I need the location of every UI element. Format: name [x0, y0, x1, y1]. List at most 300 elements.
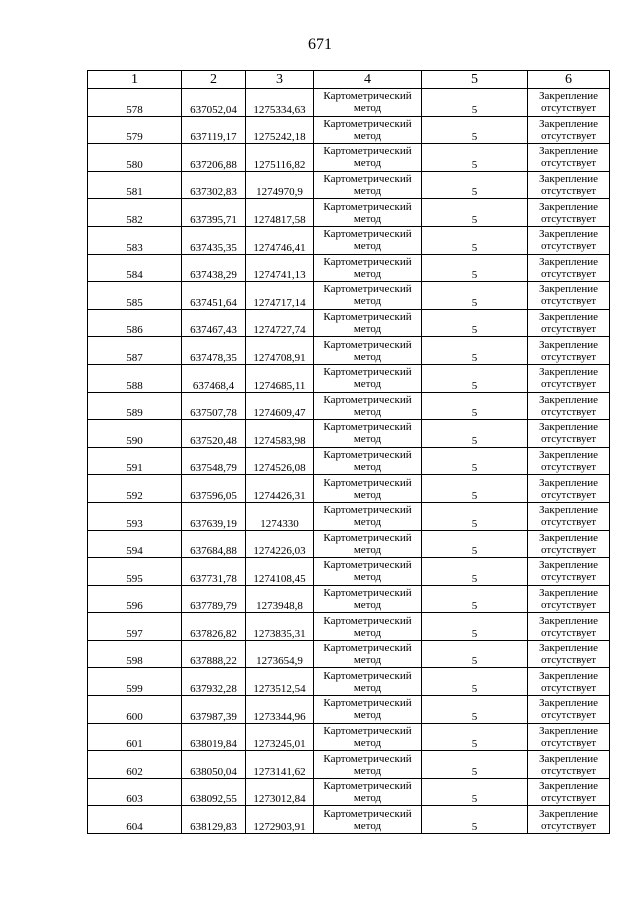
table-row	[88, 337, 610, 365]
table-row	[88, 640, 610, 668]
fixation-text: отсутствует	[540, 212, 597, 225]
y-coordinate-cell: 1274426,31	[246, 475, 314, 503]
precision-cell: 5	[422, 226, 528, 254]
precision-cell: 5	[422, 144, 528, 172]
fixation-text: Закрепление	[538, 752, 599, 765]
table-row	[88, 723, 610, 751]
fixation-text: Закрепление	[538, 476, 599, 489]
precision-cell: 5	[422, 640, 528, 668]
fixation-cell	[528, 254, 610, 282]
method-cell	[314, 282, 422, 310]
table-row	[88, 89, 610, 117]
precision-cell: 5	[422, 778, 528, 806]
table-row	[88, 696, 610, 724]
point-number-cell: 590	[88, 420, 182, 448]
method-cell	[314, 144, 422, 172]
y-coordinate-cell: 1274526,08	[246, 447, 314, 475]
method-text: метод	[353, 571, 382, 584]
method-cell	[314, 392, 422, 420]
y-coordinate-cell: 1275116,82	[246, 144, 314, 172]
point-number-cell: 599	[88, 668, 182, 696]
point-number-cell: 600	[88, 696, 182, 724]
precision-cell: 5	[422, 171, 528, 199]
fixation-text: отсутствует	[540, 240, 597, 253]
method-text: Картометрический	[323, 421, 412, 434]
fixation-text: отсутствует	[540, 102, 597, 115]
fixation-cell	[528, 447, 610, 475]
fixation-text: отсутствует	[540, 626, 597, 639]
method-text: Картометрический	[323, 338, 412, 351]
y-coordinate-cell: 1274609,47	[246, 392, 314, 420]
precision-cell: 5	[422, 337, 528, 365]
fixation-cell	[528, 420, 610, 448]
fixation-text: Закрепление	[538, 614, 599, 627]
x-coordinate-cell: 637520,48	[182, 420, 246, 448]
y-coordinate-cell: 1272903,91	[246, 806, 314, 834]
x-coordinate-cell: 637206,88	[182, 144, 246, 172]
method-text: метод	[353, 378, 382, 391]
method-text: Картометрический	[323, 669, 412, 682]
method-cell	[314, 420, 422, 448]
fixation-cell	[528, 364, 610, 392]
table-row	[88, 502, 610, 530]
y-coordinate-cell: 1275334,63	[246, 89, 314, 117]
y-coordinate-cell: 1273245,01	[246, 723, 314, 751]
fixation-text: отсутствует	[540, 598, 597, 611]
method-cell	[314, 254, 422, 282]
x-coordinate-cell: 637451,64	[182, 282, 246, 310]
method-cell	[314, 558, 422, 586]
fixation-text: отсутствует	[540, 571, 597, 584]
point-number-cell: 602	[88, 751, 182, 779]
fixation-text: Закрепление	[538, 421, 599, 434]
x-coordinate-cell: 638019,84	[182, 723, 246, 751]
point-number-cell: 588	[88, 364, 182, 392]
point-number-cell: 582	[88, 199, 182, 227]
point-number-cell: 585	[88, 282, 182, 310]
y-coordinate-cell: 1273012,84	[246, 778, 314, 806]
method-text: метод	[353, 598, 382, 611]
point-number-cell: 604	[88, 806, 182, 834]
x-coordinate-cell: 637467,43	[182, 309, 246, 337]
precision-cell: 5	[422, 585, 528, 613]
table-row	[88, 558, 610, 586]
fixation-cell	[528, 226, 610, 254]
fixation-text: отсутствует	[540, 654, 597, 667]
method-cell	[314, 696, 422, 724]
method-text: метод	[353, 129, 382, 142]
fixation-text: отсутствует	[540, 350, 597, 363]
precision-cell: 5	[422, 420, 528, 448]
column-header: 2	[182, 71, 246, 89]
method-text: Картометрический	[323, 531, 412, 544]
table-row	[88, 199, 610, 227]
method-text: Картометрический	[323, 90, 412, 103]
table-row	[88, 144, 610, 172]
table-row	[88, 282, 610, 310]
fixation-cell	[528, 613, 610, 641]
table-row	[88, 668, 610, 696]
y-coordinate-cell: 1273835,31	[246, 613, 314, 641]
fixation-text: отсутствует	[540, 295, 597, 308]
method-text: Картометрический	[323, 200, 412, 213]
table-header-row	[88, 71, 610, 89]
fixation-cell	[528, 530, 610, 558]
x-coordinate-cell: 637987,39	[182, 696, 246, 724]
fixation-cell	[528, 475, 610, 503]
precision-cell: 5	[422, 530, 528, 558]
method-text: метод	[353, 764, 382, 777]
fixation-text: отсутствует	[540, 516, 597, 529]
method-cell	[314, 530, 422, 558]
y-coordinate-cell: 1273948,8	[246, 585, 314, 613]
point-number-cell: 589	[88, 392, 182, 420]
fixation-cell	[528, 502, 610, 530]
fixation-text: Закрепление	[538, 117, 599, 130]
method-text: метод	[353, 267, 382, 280]
method-text: метод	[353, 323, 382, 336]
point-number-cell: 581	[88, 171, 182, 199]
method-text: метод	[353, 792, 382, 805]
fixation-cell	[528, 696, 610, 724]
precision-cell: 5	[422, 254, 528, 282]
method-text: метод	[353, 157, 382, 170]
x-coordinate-cell: 637684,88	[182, 530, 246, 558]
fixation-text: Закрепление	[538, 366, 599, 379]
fixation-text: Закрепление	[538, 642, 599, 655]
point-number-cell: 591	[88, 447, 182, 475]
y-coordinate-cell: 1274817,58	[246, 199, 314, 227]
method-text: метод	[353, 295, 382, 308]
point-number-cell: 580	[88, 144, 182, 172]
fixation-text: отсутствует	[540, 185, 597, 198]
column-header: 3	[246, 71, 314, 89]
x-coordinate-cell: 638092,55	[182, 778, 246, 806]
method-cell	[314, 475, 422, 503]
fixation-text: Закрепление	[538, 283, 599, 296]
method-text: метод	[353, 543, 382, 556]
table-row	[88, 585, 610, 613]
point-number-cell: 584	[88, 254, 182, 282]
x-coordinate-cell: 637478,35	[182, 337, 246, 365]
method-text: метод	[353, 516, 382, 529]
fixation-cell	[528, 778, 610, 806]
method-text: Картометрический	[323, 697, 412, 710]
method-text: метод	[353, 488, 382, 501]
fixation-text: Закрепление	[538, 255, 599, 268]
fixation-text: отсутствует	[540, 267, 597, 280]
y-coordinate-cell: 1274727,74	[246, 309, 314, 337]
method-text: Картометрический	[323, 255, 412, 268]
fixation-text: отсутствует	[540, 323, 597, 336]
fixation-text: Закрепление	[538, 807, 599, 820]
y-coordinate-cell: 1274583,98	[246, 420, 314, 448]
point-number-cell: 595	[88, 558, 182, 586]
method-text: метод	[353, 461, 382, 474]
precision-cell: 5	[422, 558, 528, 586]
method-text: Картометрический	[323, 504, 412, 517]
fixation-text: Закрепление	[538, 145, 599, 158]
method-cell	[314, 806, 422, 834]
y-coordinate-cell: 1274746,41	[246, 226, 314, 254]
table-row	[88, 613, 610, 641]
fixation-cell	[528, 392, 610, 420]
point-number-cell: 593	[88, 502, 182, 530]
y-coordinate-cell: 1273141,62	[246, 751, 314, 779]
point-number-cell: 596	[88, 585, 182, 613]
method-text: метод	[353, 185, 382, 198]
fixation-cell	[528, 116, 610, 144]
y-coordinate-cell: 1274330	[246, 502, 314, 530]
method-text: Картометрический	[323, 642, 412, 655]
fixation-text: отсутствует	[540, 129, 597, 142]
table-row	[88, 309, 610, 337]
table-row	[88, 420, 610, 448]
fixation-text: отсутствует	[540, 709, 597, 722]
method-cell	[314, 502, 422, 530]
point-number-cell: 598	[88, 640, 182, 668]
x-coordinate-cell: 637731,78	[182, 558, 246, 586]
method-cell	[314, 447, 422, 475]
boundary-points-table	[87, 70, 610, 834]
method-text: Картометрический	[323, 724, 412, 737]
method-text: Картометрический	[323, 283, 412, 296]
method-text: Картометрический	[323, 752, 412, 765]
fixation-text: Закрепление	[538, 200, 599, 213]
table-row	[88, 392, 610, 420]
x-coordinate-cell: 637548,79	[182, 447, 246, 475]
fixation-cell	[528, 640, 610, 668]
method-cell	[314, 640, 422, 668]
table-row	[88, 806, 610, 834]
fixation-text: Закрепление	[538, 228, 599, 241]
precision-cell: 5	[422, 502, 528, 530]
x-coordinate-cell: 637596,05	[182, 475, 246, 503]
point-number-cell: 603	[88, 778, 182, 806]
fixation-text: отсутствует	[540, 157, 597, 170]
method-text: метод	[353, 654, 382, 667]
precision-cell: 5	[422, 668, 528, 696]
fixation-text: Закрепление	[538, 724, 599, 737]
fixation-cell	[528, 585, 610, 613]
method-text: Картометрический	[323, 117, 412, 130]
fixation-cell	[528, 723, 610, 751]
method-text: Картометрический	[323, 366, 412, 379]
precision-cell: 5	[422, 364, 528, 392]
table-row	[88, 171, 610, 199]
table-row	[88, 530, 610, 558]
precision-cell: 5	[422, 282, 528, 310]
method-text: Картометрический	[323, 145, 412, 158]
method-cell	[314, 778, 422, 806]
method-cell	[314, 171, 422, 199]
y-coordinate-cell: 1273344,96	[246, 696, 314, 724]
page-number: 671	[308, 36, 332, 53]
fixation-text: отсутствует	[540, 736, 597, 749]
precision-cell: 5	[422, 751, 528, 779]
y-coordinate-cell: 1274685,11	[246, 364, 314, 392]
fixation-cell	[528, 751, 610, 779]
method-text: Картометрический	[323, 614, 412, 627]
x-coordinate-cell: 637639,19	[182, 502, 246, 530]
precision-cell: 5	[422, 806, 528, 834]
table-row	[88, 364, 610, 392]
fixation-text: Закрепление	[538, 393, 599, 406]
fixation-cell	[528, 668, 610, 696]
x-coordinate-cell: 637435,35	[182, 226, 246, 254]
y-coordinate-cell: 1274717,14	[246, 282, 314, 310]
method-cell	[314, 199, 422, 227]
method-cell	[314, 613, 422, 641]
method-text: метод	[353, 819, 382, 832]
fixation-cell	[528, 171, 610, 199]
method-text: Картометрический	[323, 173, 412, 186]
fixation-cell	[528, 144, 610, 172]
fixation-text: Закрепление	[538, 449, 599, 462]
y-coordinate-cell: 1275242,18	[246, 116, 314, 144]
method-text: Картометрический	[323, 393, 412, 406]
fixation-text: отсутствует	[540, 819, 597, 832]
x-coordinate-cell: 637395,71	[182, 199, 246, 227]
precision-cell: 5	[422, 613, 528, 641]
fixation-cell	[528, 89, 610, 117]
method-text: метод	[353, 350, 382, 363]
x-coordinate-cell: 637507,78	[182, 392, 246, 420]
method-text: метод	[353, 212, 382, 225]
column-header: 1	[88, 71, 182, 89]
fixation-text: отсутствует	[540, 764, 597, 777]
method-cell	[314, 89, 422, 117]
table-body	[88, 89, 610, 834]
x-coordinate-cell: 637888,22	[182, 640, 246, 668]
x-coordinate-cell: 637052,04	[182, 89, 246, 117]
table-row	[88, 447, 610, 475]
method-text: Картометрический	[323, 559, 412, 572]
fixation-cell	[528, 199, 610, 227]
column-header: 6	[528, 71, 610, 89]
precision-cell: 5	[422, 309, 528, 337]
table-row	[88, 778, 610, 806]
method-text: метод	[353, 709, 382, 722]
fixation-text: Закрепление	[538, 586, 599, 599]
x-coordinate-cell: 637826,82	[182, 613, 246, 641]
precision-cell: 5	[422, 199, 528, 227]
fixation-text: Закрепление	[538, 504, 599, 517]
method-cell	[314, 226, 422, 254]
fixation-text: отсутствует	[540, 378, 597, 391]
point-number-cell: 587	[88, 337, 182, 365]
precision-cell: 5	[422, 723, 528, 751]
point-number-cell: 592	[88, 475, 182, 503]
fixation-text: Закрепление	[538, 697, 599, 710]
x-coordinate-cell: 637302,83	[182, 171, 246, 199]
precision-cell: 5	[422, 392, 528, 420]
method-text: Картометрический	[323, 807, 412, 820]
column-header: 4	[314, 71, 422, 89]
x-coordinate-cell: 638129,83	[182, 806, 246, 834]
fixation-cell	[528, 337, 610, 365]
fixation-cell	[528, 558, 610, 586]
fixation-text: отсутствует	[540, 681, 597, 694]
x-coordinate-cell: 637438,29	[182, 254, 246, 282]
method-text: метод	[353, 681, 382, 694]
method-text: Картометрический	[323, 311, 412, 324]
fixation-text: отсутствует	[540, 433, 597, 446]
point-number-cell: 586	[88, 309, 182, 337]
x-coordinate-cell: 637468,4	[182, 364, 246, 392]
fixation-text: Закрепление	[538, 338, 599, 351]
table-row	[88, 254, 610, 282]
method-text: Картометрический	[323, 476, 412, 489]
fixation-text: Закрепление	[538, 669, 599, 682]
method-text: метод	[353, 736, 382, 749]
point-number-cell: 583	[88, 226, 182, 254]
method-cell	[314, 337, 422, 365]
fixation-text: отсутствует	[540, 405, 597, 418]
fixation-cell	[528, 806, 610, 834]
method-cell	[314, 364, 422, 392]
point-number-cell: 578	[88, 89, 182, 117]
column-header: 5	[422, 71, 528, 89]
fixation-cell	[528, 282, 610, 310]
method-text: метод	[353, 626, 382, 639]
fixation-text: Закрепление	[538, 531, 599, 544]
precision-cell: 5	[422, 116, 528, 144]
method-text: метод	[353, 405, 382, 418]
precision-cell: 5	[422, 696, 528, 724]
method-cell	[314, 585, 422, 613]
fixation-cell	[528, 309, 610, 337]
x-coordinate-cell: 637789,79	[182, 585, 246, 613]
fixation-text: Закрепление	[538, 90, 599, 103]
y-coordinate-cell: 1273512,54	[246, 668, 314, 696]
method-text: метод	[353, 102, 382, 115]
method-cell	[314, 723, 422, 751]
table-row	[88, 116, 610, 144]
fixation-text: отсутствует	[540, 461, 597, 474]
method-text: метод	[353, 433, 382, 446]
y-coordinate-cell: 1274970,9	[246, 171, 314, 199]
method-cell	[314, 668, 422, 696]
table-row	[88, 751, 610, 779]
y-coordinate-cell: 1274708,91	[246, 337, 314, 365]
fixation-text: отсутствует	[540, 488, 597, 501]
method-cell	[314, 116, 422, 144]
x-coordinate-cell: 638050,04	[182, 751, 246, 779]
x-coordinate-cell: 637932,28	[182, 668, 246, 696]
method-text: Картометрический	[323, 586, 412, 599]
y-coordinate-cell: 1274226,03	[246, 530, 314, 558]
point-number-cell: 594	[88, 530, 182, 558]
method-cell	[314, 309, 422, 337]
fixation-text: Закрепление	[538, 311, 599, 324]
point-number-cell: 579	[88, 116, 182, 144]
fixation-text: Закрепление	[538, 173, 599, 186]
precision-cell: 5	[422, 475, 528, 503]
point-number-cell: 597	[88, 613, 182, 641]
x-coordinate-cell: 637119,17	[182, 116, 246, 144]
point-number-cell: 601	[88, 723, 182, 751]
method-cell	[314, 751, 422, 779]
y-coordinate-cell: 1273654,9	[246, 640, 314, 668]
table-row	[88, 475, 610, 503]
fixation-text: отсутствует	[540, 543, 597, 556]
method-text: Картометрический	[323, 228, 412, 241]
fixation-text: отсутствует	[540, 792, 597, 805]
method-text: метод	[353, 240, 382, 253]
fixation-text: Закрепление	[538, 780, 599, 793]
y-coordinate-cell: 1274741,13	[246, 254, 314, 282]
